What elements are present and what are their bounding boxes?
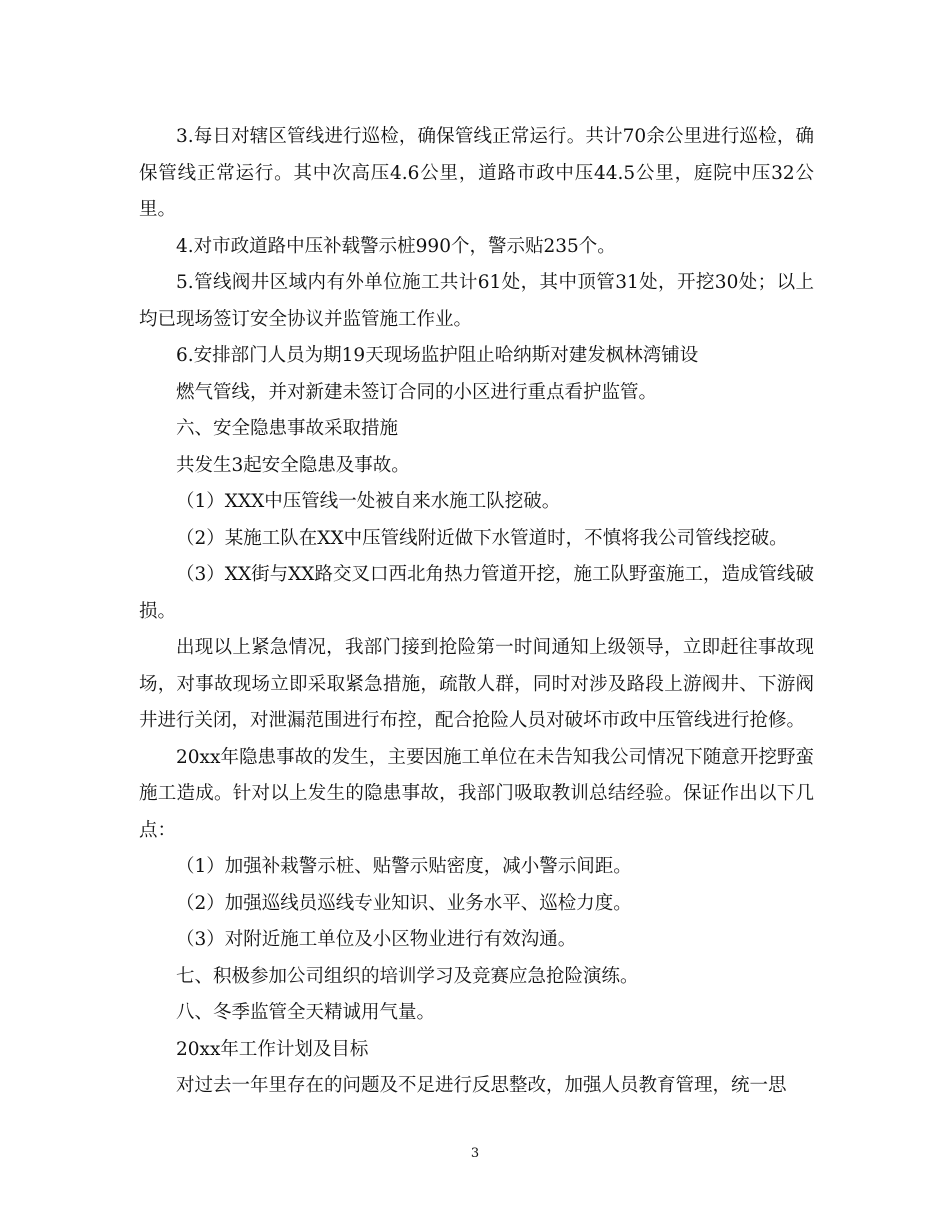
list-item-measure-3: （3）对附近施工单位及小区物业进行有效沟通。 (176, 929, 577, 950)
section-heading-safety-measures: 六、安全隐患事故采取措施 (176, 418, 399, 439)
paragraph-gas-pipeline: 燃气管线，并对新建未签订合同的小区进行重点看护监管。 (176, 381, 658, 403)
paragraph-inspection: 3.每日对辖区管线进行巡检，确保管线正常运行。共计70余公里进行巡检，确保管线正常运行。其中次高压4.6公里，道路市政中压44.5公里，庭院中压32公里。 (139, 126, 814, 220)
page-number: 3 (470, 1146, 480, 1161)
paragraph-reflection: 对过去一年里存在的问题及不足进行反思整改，加强人员教育管理，统一思 (176, 1075, 787, 1096)
list-item-incident-3: （3）XX街与XX路交叉口西北角热力管道开挖，施工队野蛮施工，造成管线破损。 (139, 564, 814, 622)
section-heading-training: 七、积极参加公司组织的培训学习及竞赛应急抢险演练。 (176, 965, 639, 987)
paragraph-incident-cause: 20xx年隐患事故的发生，主要因施工单位在未告知我公司情况下随意开挖野蛮施工造成。针对以上发生的隐患事故，我部门吸取教训总结经验。保证作出以下几点： (139, 746, 814, 841)
paragraph-warning-posts: 4.对市政道路中压补载警示桩990个，警示贴235个。 (176, 235, 616, 257)
list-item-measure-1: （1）加强补栽警示桩、贴警示贴密度，减小警示间距。 (176, 856, 632, 877)
heading-work-plan: 20xx年工作计划及目标 (176, 1038, 369, 1060)
section-heading-winter-supervision: 八、冬季监管全天精诚用气量。 (176, 1002, 436, 1023)
list-item-incident-2: （2）某施工队在XX中压管线附近做下水管道时，不慎将我公司管线挖破。 (176, 527, 788, 549)
list-item-incident-1: （1）XXX中压管线一处被自来水施工队挖破。 (176, 491, 561, 512)
document-body (139, 119, 814, 1105)
paragraph-on-site-monitoring: 6.安排部门人员为期19天现场监护阻止哈纳斯对建发枫林湾铺设 (176, 345, 699, 366)
list-item-measure-2: （2）加强巡线员巡线专业知识、业务水平、巡检力度。 (176, 892, 632, 914)
paragraph-emergency-response: 出现以上紧急情况，我部门接到抢险第一时间通知上级领导，立即赶往事故现场，对事故现场立即采取紧急措施，疏散人群，同时对涉及路段上游阀井、下游阀井进行关闭，对泄漏范围进行布控，配合抢险人员对破坏市政中压管线进行抢修。 (139, 637, 814, 731)
paragraph-incident-count: 共发生3起安全隐患及事故。 (176, 454, 410, 476)
paragraph-external-construction: 5.管线阀井区域内有外单位施工共计61处，其中顶管31处，开挖30处；以上均已现场签订安全协议并监管施工作业。 (139, 272, 814, 330)
